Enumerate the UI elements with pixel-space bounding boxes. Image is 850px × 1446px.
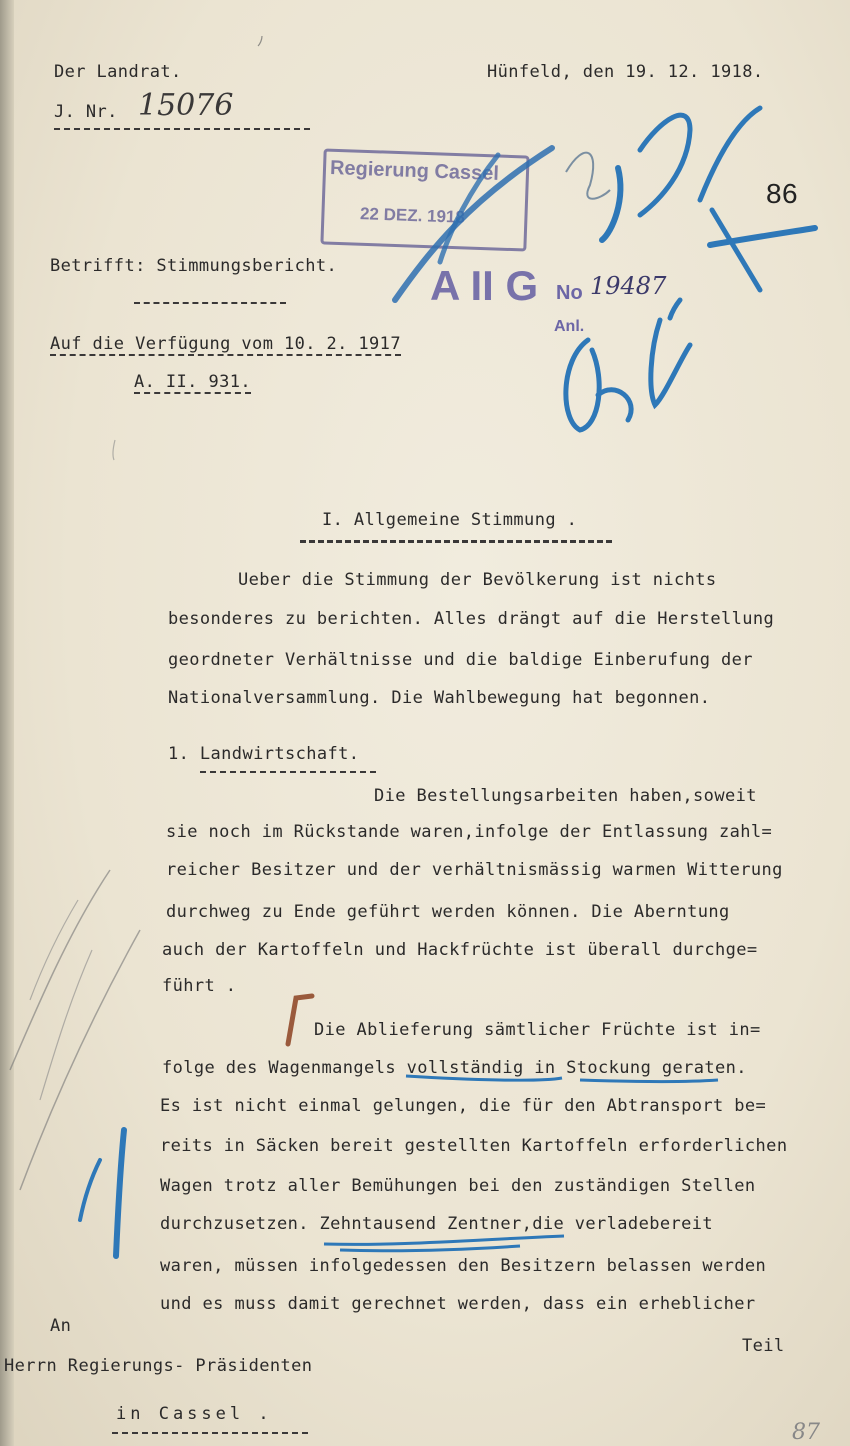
next-page-number: 87 <box>792 1420 820 1445</box>
blue-signature <box>651 320 690 405</box>
reference-line-2: A. II. 931. <box>134 372 251 392</box>
address-to: An <box>50 1316 72 1336</box>
para1-line: besonderes zu berichten. Alles drängt auf die Herstellung <box>168 609 775 629</box>
para3-line: und es muss damit gerechnet werden, dass ein erheblicher <box>160 1294 756 1314</box>
para2-line: sie noch im Rückstande waren,infolge der Entlassung zahl= <box>166 822 773 842</box>
para2-line: führt . <box>162 976 237 996</box>
para3-line: durchzusetzen. Zehntausend Zentner,die verladebereit <box>160 1214 714 1234</box>
para2-line: Die Bestellungsarbeiten haben,soweit <box>374 786 757 806</box>
para3-line: Es ist nicht einmal gelungen, die für den Abtransport be= <box>160 1096 767 1116</box>
stamp-number: 19487 <box>590 272 667 300</box>
para3-line: folge des Wagenmangels vollständig in Stockung geraten. <box>162 1058 747 1078</box>
stamp-number-label: No <box>556 282 583 304</box>
blue-pencil-stroke <box>712 210 760 290</box>
para1-line: Ueber die Stimmung der Bevölkerung ist nichts <box>238 570 717 590</box>
pencil-margin-note <box>30 900 78 1000</box>
stamp-department: A II G <box>430 262 539 309</box>
blue-pencil-stroke <box>395 148 552 300</box>
page-number: 86 <box>766 178 798 209</box>
catchword: Teil <box>742 1336 785 1356</box>
blue-pencil-stroke <box>700 108 760 200</box>
subject-line: Betrifft: Stimmungsbericht. <box>50 256 338 276</box>
para2-line: durchweg zu Ende geführt werden können. Die Aberntung <box>166 902 730 922</box>
stamp-anl: Anl. <box>554 318 585 335</box>
blue-signature <box>670 300 680 318</box>
para1-line: Nationalversammlung. Die Wahlbewegung hat begonnen. <box>168 688 711 708</box>
place-date: Hünfeld, den 19. 12. 1918. <box>487 62 764 82</box>
journal-number: 15076 <box>138 88 234 123</box>
pencil-margin-note <box>10 870 110 1070</box>
address-city: in Cassel . <box>116 1404 273 1424</box>
para2-line: reicher Besitzer und der verhältnismässig warmen Witterung <box>166 860 783 880</box>
blue-signature <box>598 390 631 420</box>
para3-line: Die Ablieferung sämtlicher Früchte ist in= <box>314 1020 761 1040</box>
pencil-tick <box>113 440 115 460</box>
office-name: Der Landrat. <box>54 62 182 82</box>
blue-margin-stroke <box>80 1160 100 1220</box>
stamp-date: 22 DEZ. 1918 <box>359 204 466 227</box>
journal-label: J. Nr. <box>54 102 118 122</box>
red-bracket <box>288 996 312 1044</box>
para3-line: Wagen trotz aller Bemühungen bei den zuständigen Stellen <box>160 1176 756 1196</box>
para1-line: geordneter Verhältnisse und die baldige Einberufung der <box>168 650 753 670</box>
reference-line-1: Auf die Verfügung vom 10. 2. 1917 <box>50 334 401 354</box>
stamp-authority: Regierung Cassel <box>329 157 500 185</box>
subheading-landwirtschaft: 1. Landwirtschaft. <box>168 744 360 764</box>
para3-line: reits in Säcken bereit gestellten Kartoffeln erforderlichen <box>160 1136 788 1156</box>
blue-underline <box>340 1246 520 1251</box>
para2-line: auch der Kartoffeln und Hackfrüchte ist überall durchge= <box>162 940 758 960</box>
blue-underline <box>324 1236 564 1244</box>
address-recipient: Herrn Regierungs- Präsidenten <box>4 1356 313 1376</box>
blue-underline <box>406 1076 562 1080</box>
blue-underline <box>580 1080 718 1082</box>
blue-signature <box>566 340 599 430</box>
pencil-tick <box>258 36 262 46</box>
section-heading: I. Allgemeine Stimmung . <box>322 510 578 530</box>
blue-margin-stroke <box>116 1130 124 1256</box>
blue-pencil-stroke <box>640 115 690 215</box>
para3-line: waren, müssen infolgedessen den Besitzern belassen werden <box>160 1256 767 1276</box>
blue-pencil-stroke <box>602 168 620 240</box>
initial-mark <box>566 153 610 199</box>
